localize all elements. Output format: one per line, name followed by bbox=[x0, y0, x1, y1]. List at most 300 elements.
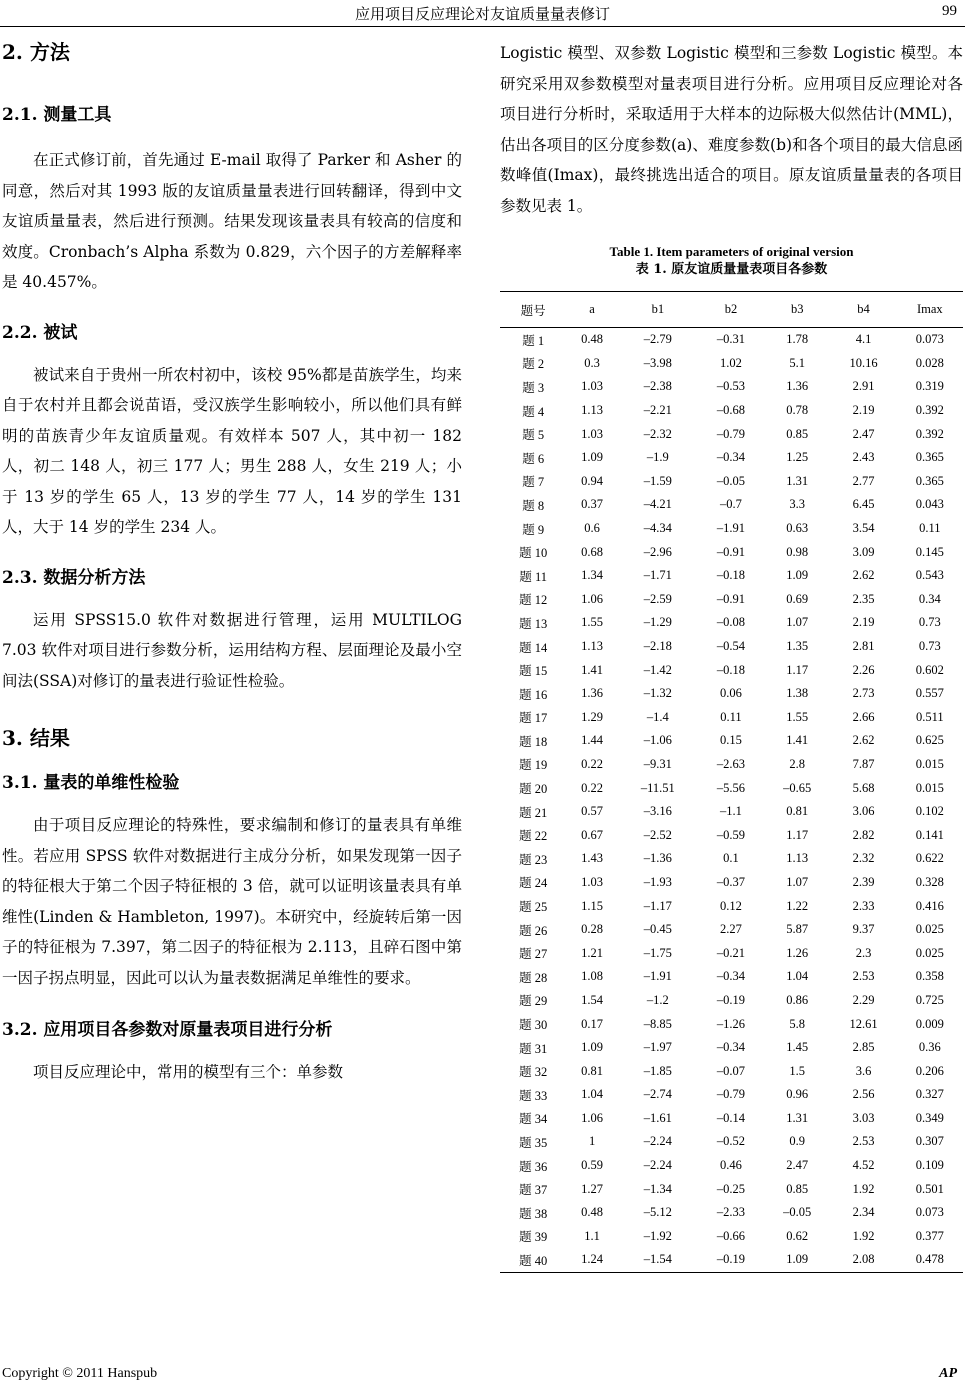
table-row bbox=[500, 635, 963, 659]
table-cell: –1.92 bbox=[643, 1228, 672, 1243]
table-cell: 题 16 bbox=[519, 687, 548, 702]
table-cell: 1.27 bbox=[581, 1181, 604, 1196]
table-cell: –9.31 bbox=[643, 756, 672, 771]
table-cell: 题 40 bbox=[500, 1248, 566, 1272]
table-caption-zh: 表 1. 原友谊质量量表项目各参数 bbox=[635, 262, 828, 277]
table-cell: 题 10 bbox=[519, 546, 548, 561]
table-cell: 1.04 bbox=[786, 969, 809, 984]
table-row bbox=[500, 965, 963, 989]
table-cell: 0.109 bbox=[915, 1158, 944, 1173]
table-cell: 2.66 bbox=[852, 709, 875, 724]
table-cell: 0.327 bbox=[915, 1087, 944, 1102]
table-cell: 1.03 bbox=[581, 379, 604, 394]
table-cell: 2.33 bbox=[852, 898, 875, 913]
table-cell: 0.28 bbox=[581, 922, 604, 937]
table-cell: 2.73 bbox=[852, 686, 875, 701]
table-cell: 1.02 bbox=[720, 355, 742, 370]
table-cell: 题 22 bbox=[519, 829, 548, 844]
table-cell: –0.18 bbox=[716, 568, 746, 583]
table-cell: 题 33 bbox=[519, 1088, 548, 1103]
table-cell: –11.51 bbox=[640, 780, 675, 795]
table-cell: 题 12 bbox=[519, 593, 548, 608]
table-row bbox=[500, 399, 963, 423]
table-cell: 1.09 bbox=[764, 1248, 830, 1272]
table-cell: 题 14 bbox=[519, 640, 548, 655]
table-cell: 0.85 bbox=[786, 426, 809, 441]
table-cell: –1.71 bbox=[643, 568, 672, 583]
table-cell: 0.6 bbox=[584, 521, 600, 536]
table-cell: 1.55 bbox=[786, 709, 809, 724]
table-cell: –0.34 bbox=[716, 450, 746, 465]
section-2-1-heading: 2.1. 测量工具 bbox=[2, 105, 112, 125]
table-cell: 1.45 bbox=[786, 1040, 809, 1055]
table-cell: 题 39 bbox=[519, 1230, 548, 1245]
table-cell: 3.03 bbox=[852, 1110, 875, 1125]
table-cell: 12.61 bbox=[849, 1016, 878, 1031]
table-cell: 0.625 bbox=[915, 733, 944, 748]
table-cell: 0.12 bbox=[720, 898, 742, 913]
table-cell: 1.03 bbox=[581, 426, 604, 441]
table-cell: 0.15 bbox=[720, 733, 742, 748]
table-cell: 0.073 bbox=[915, 332, 944, 347]
table-cell: –4.21 bbox=[643, 497, 672, 512]
table-cell: –0.7 bbox=[720, 497, 742, 512]
table-row bbox=[500, 517, 963, 541]
table-cell: –1.54 bbox=[618, 1248, 698, 1272]
table-cell: 0.145 bbox=[915, 544, 944, 559]
table-cell: –2.59 bbox=[643, 591, 672, 606]
page-header bbox=[0, 0, 965, 27]
table-cell: 题 28 bbox=[519, 970, 548, 985]
table-cell: 0.81 bbox=[581, 1063, 604, 1078]
table-row bbox=[500, 375, 963, 399]
table-cell: 0.557 bbox=[915, 686, 944, 701]
table-cell: 0.602 bbox=[915, 662, 944, 677]
table-caption-en: Table 1. Item parameters of original version bbox=[609, 244, 854, 259]
section-3-2-heading: 3.2. 应用项目各参数对原量表项目进行分析 bbox=[2, 1020, 333, 1040]
table-cell: 0.043 bbox=[915, 497, 944, 512]
table-cell: 题 2 bbox=[522, 357, 545, 372]
table-cell: 0.015 bbox=[915, 756, 944, 771]
table-cell: 5.87 bbox=[786, 922, 809, 937]
table-cell: 2.47 bbox=[852, 426, 875, 441]
running-title: 应用项目反应理论对友谊质量量表修订 bbox=[354, 5, 610, 23]
table-cell: 题 37 bbox=[519, 1183, 548, 1198]
table-cell: –1.59 bbox=[643, 473, 672, 488]
section-2-1-text: 在正式修订前，首先通过 E-mail 取得了 Parker 和 Asher 的同意，然后对其 1993 版的友谊质量量表进行回转翻译，得到中文友谊质量量表，然后进行预测。结果发现该量表具有较高的信度和效度。Cronbach’s Alpha 系数为 0.829，六个因子的方差解释率是 40.457%。 bbox=[2, 151, 462, 291]
table-cell: 题 31 bbox=[519, 1041, 548, 1056]
section-2-2-text: 被试来自于贵州一所农村初中，该校 95%都是苗族学生，均来自于农村并且都会说苗语，受汉族学生影响较小，所以他们具有鲜明的苗族青少年友谊质量观。有效样本 507 人，其中初一 182 人，初二 148 人，初三 177 人；男生 288 人，女生 219 人；小于 13 岁的学生 65 人，13 岁的学生 77 人，14 岁的学生 131 人，大于 14 岁的学生 234 人。 bbox=[2, 365, 462, 536]
table-cell: –1.32 bbox=[643, 686, 672, 701]
table-cell: 1.03 bbox=[581, 874, 604, 889]
table-cell: –2.38 bbox=[643, 379, 672, 394]
table-cell: 0.1 bbox=[723, 851, 739, 866]
table-cell: 0.102 bbox=[915, 804, 944, 819]
table-cell: 1.06 bbox=[581, 1110, 604, 1125]
table-cell: 1.5 bbox=[789, 1063, 806, 1078]
table-cell: 0.365 bbox=[915, 473, 944, 488]
table-cell: 0.328 bbox=[915, 874, 944, 889]
table-cell: 2.35 bbox=[852, 591, 875, 606]
table-cell: –0.14 bbox=[716, 1110, 746, 1125]
table-cell: –3.98 bbox=[643, 355, 672, 370]
table-cell: 0.59 bbox=[581, 1158, 604, 1173]
table-cell: 2.19 bbox=[852, 403, 875, 418]
table-cell: 0.73 bbox=[918, 639, 941, 654]
table-cell: –0.18 bbox=[716, 662, 746, 677]
table-cell: 0.478 bbox=[897, 1248, 963, 1272]
table-cell: 题 30 bbox=[519, 1018, 548, 1033]
table-cell: –2.96 bbox=[643, 544, 672, 559]
table-cell: 1.17 bbox=[786, 827, 809, 842]
table-cell: –2.21 bbox=[643, 403, 672, 418]
table-cell: 1.22 bbox=[786, 898, 809, 913]
column-header: 题号 bbox=[500, 292, 566, 328]
table-cell: 1.26 bbox=[786, 945, 809, 960]
table-cell: 题 23 bbox=[519, 852, 548, 867]
table-cell: 题 11 bbox=[519, 569, 547, 584]
table-cell: –2.32 bbox=[643, 426, 672, 441]
column-header: b2 bbox=[698, 292, 764, 328]
table-cell: 0.543 bbox=[915, 568, 944, 583]
column-header: Imax bbox=[897, 292, 963, 328]
table-cell: 0.98 bbox=[786, 544, 809, 559]
table-cell: 0.46 bbox=[720, 1158, 742, 1173]
table-cell: 0.81 bbox=[786, 804, 809, 819]
table-cell: 1.07 bbox=[786, 615, 809, 630]
table-cell: 2.53 bbox=[852, 1134, 875, 1149]
table-cell: –0.54 bbox=[716, 639, 746, 654]
table-cell: 1.15 bbox=[581, 898, 604, 913]
table-cell: 题 34 bbox=[519, 1112, 548, 1127]
table-row bbox=[500, 493, 963, 517]
table-cell: –0.45 bbox=[643, 922, 672, 937]
table-cell: 0.392 bbox=[915, 426, 944, 441]
table-cell: 题 38 bbox=[519, 1206, 548, 1221]
table-cell: 题 13 bbox=[519, 616, 548, 631]
table-cell: 1.09 bbox=[581, 1040, 604, 1055]
table-cell: 1.25 bbox=[786, 450, 809, 465]
table-row bbox=[500, 1059, 963, 1083]
table-cell: 1 bbox=[588, 1134, 596, 1149]
table-row bbox=[500, 1083, 963, 1107]
table-cell: 0.9 bbox=[789, 1134, 806, 1149]
table-row bbox=[500, 1201, 963, 1225]
table-row bbox=[500, 1225, 963, 1249]
table-cell: 7.87 bbox=[852, 756, 875, 771]
table-cell: 1.1 bbox=[584, 1228, 600, 1243]
table-row bbox=[500, 1107, 963, 1131]
table-cell: –0.07 bbox=[716, 1063, 746, 1078]
table-cell: 0.307 bbox=[915, 1134, 944, 1149]
table-row bbox=[500, 918, 963, 942]
table-row bbox=[500, 1036, 963, 1060]
column-header: a bbox=[566, 292, 618, 328]
table-cell: 题 6 bbox=[522, 451, 545, 466]
table-cell: 0.36 bbox=[918, 1040, 941, 1055]
table-cell: 题 36 bbox=[519, 1159, 548, 1174]
table-cell: 5.8 bbox=[789, 1016, 806, 1031]
table-row bbox=[500, 540, 963, 564]
table-cell: 2.91 bbox=[852, 379, 875, 394]
table-cell: 题 8 bbox=[522, 498, 545, 513]
table-cell: 0.365 bbox=[915, 450, 944, 465]
item-parameters-table bbox=[500, 291, 963, 1273]
table-cell: 0.3 bbox=[584, 355, 600, 370]
table-cell: 1.41 bbox=[786, 733, 809, 748]
table-cell: –2.24 bbox=[643, 1158, 672, 1173]
table-cell: 2.62 bbox=[852, 733, 875, 748]
table-cell: 2.81 bbox=[852, 639, 875, 654]
table-cell: 1.54 bbox=[581, 992, 604, 1007]
column-header: b1 bbox=[618, 292, 698, 328]
table-cell: 4.52 bbox=[852, 1158, 875, 1173]
table-cell: 2.3 bbox=[855, 945, 872, 960]
table-cell: –0.79 bbox=[716, 1087, 746, 1102]
table-cell: 4.1 bbox=[855, 332, 872, 347]
table-cell: –0.05 bbox=[716, 473, 746, 488]
table-cell: –0.91 bbox=[716, 591, 746, 606]
column-header: b4 bbox=[830, 292, 896, 328]
table-cell: –0.79 bbox=[716, 426, 746, 441]
table-cell: –0.37 bbox=[716, 874, 746, 889]
table-cell: 0.86 bbox=[786, 992, 809, 1007]
section-3-1-text: 由于项目反应理论的特殊性，要求编制和修订的量表具有单维性。若应用 SPSS 软件对数据进行主成分分析，如果发现第一因子的特征根大于第二个因子特征根的 3 倍，就可以证明该量表具有单维性(Linden & Hambleton, 1997)。本研究中，经旋转后第一因子的特征根为 7.397，第二因子的特征根为 2.113，且碎石图中第一因子拐点明显，因此可以认为量表数据满足单维性的要求。 bbox=[2, 816, 462, 987]
table-cell: 题 9 bbox=[522, 522, 545, 537]
table-cell: 2.26 bbox=[852, 662, 875, 677]
table-cell: –5.12 bbox=[643, 1205, 672, 1220]
table-cell: –2.52 bbox=[643, 827, 672, 842]
table-cell: –0.25 bbox=[716, 1181, 746, 1196]
column-header: b3 bbox=[764, 292, 830, 328]
table-cell: 1.09 bbox=[581, 450, 604, 465]
table-cell: 0.62 bbox=[786, 1228, 809, 1243]
table-cell: –0.19 bbox=[716, 992, 746, 1007]
table-cell: –1.17 bbox=[643, 898, 672, 913]
right-paragraph: Logistic 模型、双参数 Logistic 模型和三参数 Logistic 模型。本研究采用双参数模型对量表项目进行分析。应用项目反应理论对各项目进行分析时，采取适用于大样本的边际极大似然估计(MML)，估出各项目的区分度参数(a)、难度参数(b)和各个项目的最大信息函数峰值(Imax)，最终挑选出适合的项目。原友谊质量量表的各项目参数见表 1。 bbox=[500, 44, 963, 215]
table-cell: 0.78 bbox=[786, 403, 809, 418]
table-cell: 3.09 bbox=[852, 544, 875, 559]
table-cell: 题 20 bbox=[519, 782, 548, 797]
table-row bbox=[500, 753, 963, 777]
table-cell: 2.27 bbox=[720, 922, 742, 937]
table-cell: 0.349 bbox=[915, 1110, 944, 1125]
table-cell: 0.416 bbox=[915, 898, 944, 913]
table-cell: 0.63 bbox=[786, 521, 809, 536]
table-cell: 题 18 bbox=[519, 734, 548, 749]
table-cell: 题 29 bbox=[519, 994, 548, 1009]
table-cell: 9.37 bbox=[852, 922, 875, 937]
table-cell: 2.32 bbox=[852, 851, 875, 866]
table-cell: 0.025 bbox=[915, 945, 944, 960]
table-cell: –0.31 bbox=[716, 332, 746, 347]
table-cell: 题 3 bbox=[522, 380, 545, 395]
table-cell: –0.34 bbox=[716, 969, 746, 984]
left-column bbox=[2, 38, 462, 1088]
table-cell: 0.206 bbox=[915, 1063, 944, 1078]
table-cell: 2.8 bbox=[789, 756, 806, 771]
table-cell: 5.1 bbox=[789, 355, 806, 370]
table-cell: 0.501 bbox=[915, 1181, 944, 1196]
table-cell: 6.45 bbox=[852, 497, 875, 512]
table-cell: –0.34 bbox=[716, 1040, 746, 1055]
table-cell: 1.13 bbox=[581, 639, 604, 654]
table-cell: 2.47 bbox=[786, 1158, 809, 1173]
table-row bbox=[500, 1012, 963, 1036]
table-cell: 1.44 bbox=[581, 733, 604, 748]
table-cell: 题 21 bbox=[519, 805, 548, 820]
section-3-2-text: 项目反应理论中，常用的模型有三个：单参数 bbox=[33, 1063, 344, 1081]
section-3-1-heading: 3.1. 量表的单维性检验 bbox=[2, 773, 180, 793]
table-cell: 2.56 bbox=[852, 1087, 875, 1102]
table-cell: –1.2 bbox=[646, 992, 669, 1007]
table-cell: 1.17 bbox=[786, 662, 809, 677]
table-cell: 0.06 bbox=[720, 686, 742, 701]
table-cell: 0.319 bbox=[915, 379, 944, 394]
table-cell: 3.06 bbox=[852, 804, 875, 819]
table-row bbox=[500, 729, 963, 753]
table-cell: –2.63 bbox=[716, 756, 746, 771]
table-cell: 10.16 bbox=[849, 355, 878, 370]
table-cell: –0.68 bbox=[716, 403, 746, 418]
table-cell: 2.43 bbox=[852, 450, 875, 465]
table-row bbox=[500, 989, 963, 1013]
section-3-heading: 3. 结果 bbox=[2, 726, 70, 750]
table-cell: –1.06 bbox=[643, 733, 672, 748]
table-header-row bbox=[500, 292, 963, 328]
section-2-3-heading: 2.3. 数据分析方法 bbox=[2, 567, 146, 588]
table-row bbox=[500, 941, 963, 965]
table-row bbox=[500, 470, 963, 494]
table-row bbox=[500, 800, 963, 824]
table-row bbox=[500, 1248, 963, 1272]
table-cell: –4.34 bbox=[643, 521, 672, 536]
table-cell: 0.73 bbox=[918, 615, 941, 630]
table-cell: 1.35 bbox=[786, 639, 809, 654]
table-cell: 1.07 bbox=[786, 874, 809, 889]
table-cell: 0.028 bbox=[915, 355, 944, 370]
table-cell: 0.377 bbox=[915, 1228, 944, 1243]
table-cell: 0.622 bbox=[915, 851, 944, 866]
table-cell: 1.78 bbox=[786, 332, 809, 347]
table-cell: 2.62 bbox=[852, 568, 875, 583]
table-cell: 0.94 bbox=[581, 473, 604, 488]
table-cell: 1.92 bbox=[852, 1228, 875, 1243]
table-row bbox=[500, 1154, 963, 1178]
table-cell: 0.511 bbox=[915, 709, 944, 724]
table-cell: 0.11 bbox=[720, 709, 742, 724]
table-cell: –0.53 bbox=[716, 379, 746, 394]
table-cell: 1.13 bbox=[581, 403, 604, 418]
table-cell: 题 25 bbox=[519, 900, 548, 915]
table-cell: 1.08 bbox=[581, 969, 604, 984]
table-row bbox=[500, 588, 963, 612]
table-cell: –3.16 bbox=[643, 804, 672, 819]
table-cell: –1.34 bbox=[643, 1181, 672, 1196]
table-cell: –1.36 bbox=[643, 851, 672, 866]
section-2-heading: 2. 方法 bbox=[2, 40, 70, 64]
table-cell: 0.57 bbox=[581, 804, 604, 819]
table-cell: 0.025 bbox=[915, 922, 944, 937]
table-cell: 题 32 bbox=[519, 1065, 548, 1080]
table-cell: –0.05 bbox=[783, 1205, 812, 1220]
table-cell: 0.96 bbox=[786, 1087, 809, 1102]
table-cell: 1.21 bbox=[581, 945, 604, 960]
table-row bbox=[500, 776, 963, 800]
journal-abbrev: AP bbox=[939, 1366, 957, 1381]
table-cell: 1.55 bbox=[581, 615, 604, 630]
table-cell: 0.358 bbox=[915, 969, 944, 984]
table-cell: 2.19 bbox=[852, 615, 875, 630]
table-row bbox=[500, 871, 963, 895]
table-cell: 0.48 bbox=[581, 332, 604, 347]
table-cell: 1.09 bbox=[786, 568, 809, 583]
table-row bbox=[500, 706, 963, 730]
table-cell: –1.42 bbox=[643, 662, 672, 677]
table-cell: –2.18 bbox=[643, 639, 672, 654]
table-cell: 2.53 bbox=[852, 969, 875, 984]
table-cell: 0.67 bbox=[581, 827, 604, 842]
table-cell: 0.37 bbox=[581, 497, 604, 512]
table-row bbox=[500, 823, 963, 847]
table-cell: –1.61 bbox=[643, 1110, 672, 1125]
table-cell: 2.85 bbox=[852, 1040, 875, 1055]
table-row bbox=[500, 658, 963, 682]
table-cell: 3.3 bbox=[789, 497, 806, 512]
table-cell: –0.91 bbox=[716, 544, 746, 559]
table-cell: –1.1 bbox=[720, 804, 742, 819]
table-row bbox=[500, 894, 963, 918]
table-cell: 0.85 bbox=[786, 1181, 809, 1196]
table-cell: 0.11 bbox=[919, 521, 941, 536]
table-cell: –0.65 bbox=[783, 780, 812, 795]
page-number: 99 bbox=[942, 3, 957, 19]
table-cell: –2.33 bbox=[716, 1205, 746, 1220]
table-cell: –1.85 bbox=[643, 1063, 672, 1078]
table-cell: 题 7 bbox=[522, 475, 545, 490]
table-cell: 0.073 bbox=[915, 1205, 944, 1220]
table-cell: 0.68 bbox=[581, 544, 604, 559]
table-cell: 0.392 bbox=[915, 403, 944, 418]
table-cell: 0.69 bbox=[786, 591, 809, 606]
table-cell: 2.39 bbox=[852, 874, 875, 889]
table-cell: 0.725 bbox=[915, 992, 944, 1007]
table-row bbox=[500, 352, 963, 376]
table-cell: 题 15 bbox=[519, 664, 548, 679]
table-cell: 1.31 bbox=[786, 1110, 809, 1125]
table-cell: 0.015 bbox=[915, 780, 944, 795]
table-cell: –5.56 bbox=[716, 780, 746, 795]
table-cell: 1.38 bbox=[786, 686, 809, 701]
table-cell: 1.41 bbox=[581, 662, 604, 677]
section-2-2-heading: 2.2. 被试 bbox=[2, 322, 78, 343]
table-cell: 0.009 bbox=[915, 1016, 944, 1031]
table-cell: 3.6 bbox=[855, 1063, 872, 1078]
copyright-notice: Copyright © 2011 Hanspub bbox=[2, 1366, 158, 1381]
table-cell: –0.52 bbox=[716, 1134, 746, 1149]
table-cell: –1.91 bbox=[643, 969, 672, 984]
table-row bbox=[500, 328, 963, 352]
table-cell: –1.26 bbox=[716, 1016, 746, 1031]
table-cell: –0.08 bbox=[716, 615, 746, 630]
table-cell: 1.04 bbox=[581, 1087, 604, 1102]
table-cell: –2.74 bbox=[643, 1087, 672, 1102]
table-cell: 2.34 bbox=[852, 1205, 875, 1220]
right-column bbox=[500, 38, 963, 1273]
table-row bbox=[500, 682, 963, 706]
table-cell: 0.22 bbox=[581, 780, 604, 795]
table-cell: –1.9 bbox=[646, 450, 669, 465]
